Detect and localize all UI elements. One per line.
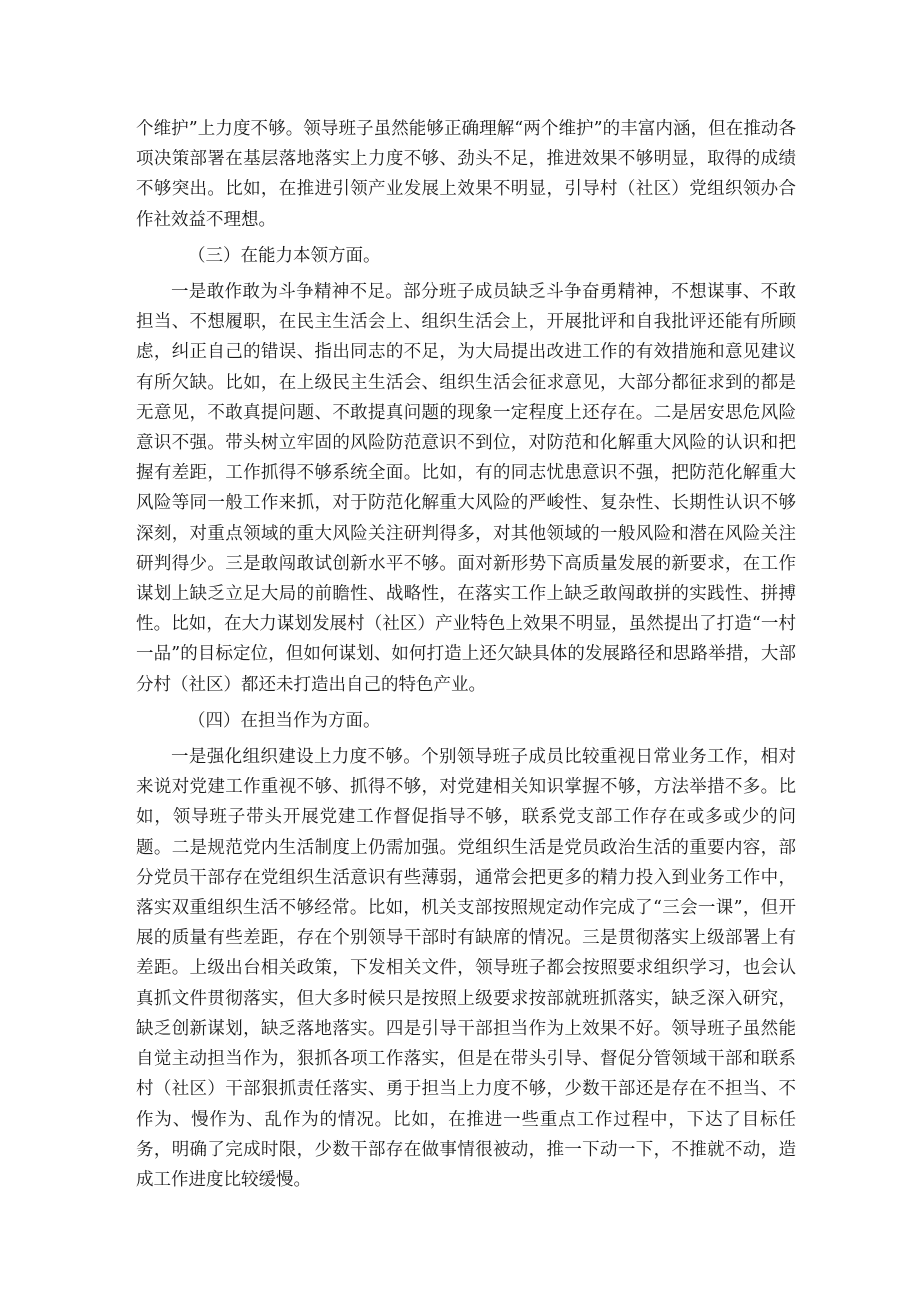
section-heading-responsibility: （四）在担当作为方面。 [188,710,381,731]
paragraph-continuation: 个维护”上力度不够。领导班子虽然能够正确理解“两个维护”的丰富内涵，但在推动各项决策部署在基层落地落实上力度不够、劲头不足，推进效果不够明显，取得的成绩不够突出。比如，在推进引领产业发展上效果不明显，引导村（社区）党组织领办合作社效益不理想。 [136,119,796,230]
section-heading-ability: （三）在能力本领方面。 [188,245,381,266]
paragraph-ability: 一是敢作敢为斗争精神不足。部分班子成员缺乏斗争奋勇精神，不想谋事、不敢担当、不想履职，在民主生活会上、组织生活会上，开展批评和自我批评还能有所顾虑，纠正自己的错误、指出同志的不足，为大局提出改进工作的有效措施和意见建议有所欠缺。比如，在上级民主生活会、组织生活会征求意见，大部分都征求到的都是无意见，不敢真提问题、不敢提真问题的现象一定程度上还存在。二是居安思危风险意识不强。带头树立牢固的风险防范意识不到位，对防范和化解重大风险的认识和把握有差距，工作抓得不够系统全面。比如，有的同志忧患意识不强，把防范化解重大风险等同一般工作来抓，对于防范化解重大风险的严峻性、复杂性、长期性认识不够深刻，对重点领域的重大风险关注研判得多，对其他领域的一般风险和潜在风险关注研判得少。三是敢闯敢试创新水平不够。面对新形势下高质量发展的新要求，在工作谋划上缺乏立足大局的前瞻性、战略性，在落实工作上缺乏敢闯敢拼的实践性、拼搏性。比如，在大力谋划发展村（社区）产业特色上效果不明显，虽然提出了打造“一村一品”的目标定位，但如何谋划、如何打造上还欠缺具体的发展路径和思路举措，大部分村（社区）都还未打造出自己的特色产业。 [136,282,796,695]
document-body [136,114,796,1195]
paragraph-responsibility: 一是强化组织建设上力度不够。个别领导班子成员比较重视日常业务工作，相对来说对党建工作重视不够、抓得不够，对党建相关知识掌握不够，方法举措不多。比如，领导班子带头开展党建工作督促指导不够，联系党支部工作存在或多或少的问题。二是规范党内生活制度上仍需加强。党组织生活是党员政治生活的重要内容，部分党员干部存在党组织生活意识有些薄弱，通常会把更多的精力投入到业务工作中，落实双重组织生活不够经常。比如，机关支部按照规定动作完成了“三会一课”，但开展的质量有些差距，存在个别领导干部时有缺席的情况。三是贯彻落实上级部署上有差距。上级出台相关政策，下发相关文件，领导班子都会按照要求组织学习，也会认真抓文件贯彻落实，但大多时候只是按照上级要求按部就班抓落实，缺乏深入研究，缺乏创新谋划，缺乏落地落实。四是引导干部担当作为上效果不好。领导班子虽然能自觉主动担当作为，狠抓各项工作落实，但是在带头引导、督促分管领域干部和联系村（社区）干部狠抓责任落实、勇于担当上力度不够，少数干部还是存在不担当、不作为、慢作为、乱作为的情况。比如，在推进一些重点工作过程中，下达了目标任务，明确了完成时限，少数干部存在做事情很被动，推一下动一下，不推就不动，造成工作进度比较缓慢。 [136,747,796,1190]
